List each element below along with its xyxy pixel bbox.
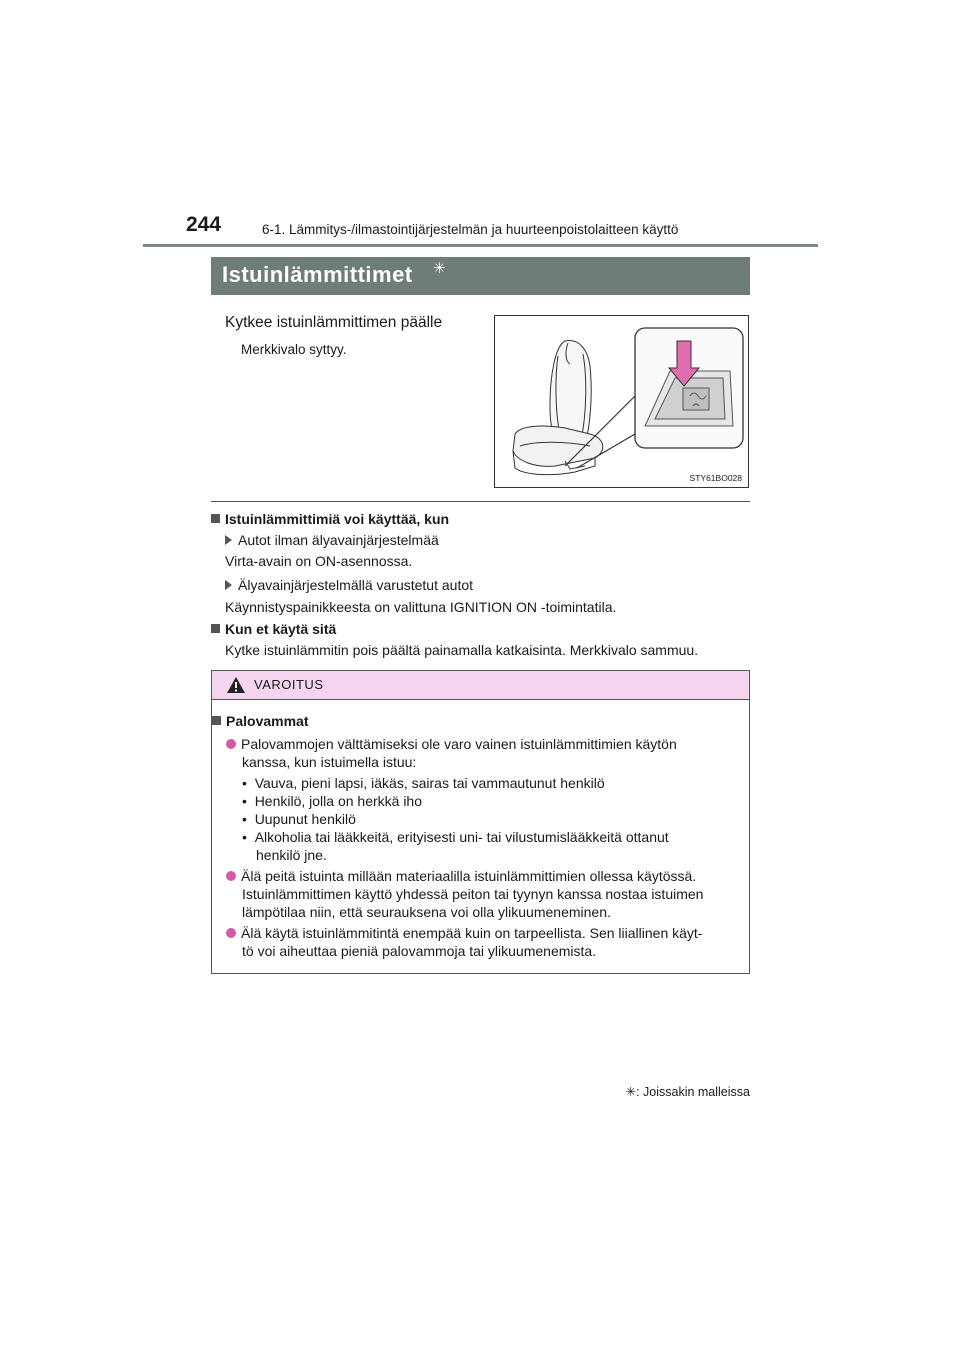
square-bullet-icon <box>212 716 221 725</box>
warning-bullet-cont: tö voi aiheuttaa pieniä palovammoja tai ylikuumenemista. <box>242 943 597 959</box>
usage-item-text: Käynnistyspainikkeesta on valittuna IGNITION ON -toimintatila. <box>225 599 617 615</box>
warning-label: VAROITUS <box>254 677 324 692</box>
usage-item-text: Virta-avain on ON-asennossa. <box>225 553 413 569</box>
list-item: • Alkoholia tai lääkkeitä, erityisesti uni- tai vilustumislääkkeitä ottanut <box>242 829 669 845</box>
list-item: • Henkilö, jolla on herkkä iho <box>242 793 423 809</box>
page-number: 244 <box>186 213 222 236</box>
triangle-bullet-icon <box>225 535 232 545</box>
warning-bullet-cont: lämpötilaa niin, että seurauksena voi olla ylikuumeneminen. <box>242 904 611 920</box>
operation-result: Merkkivalo syttyy. <box>241 342 347 357</box>
warning-bullet: Palovammojen välttämiseksi ole varo vainen istuinlämmittimien käytön <box>226 735 677 753</box>
warning-header <box>212 671 749 700</box>
seat-heater-illustration <box>494 315 749 488</box>
warning-triangle-icon <box>226 676 246 694</box>
usage-heading: Istuinlämmittimiä voi käyttää, kun <box>211 509 449 529</box>
section-divider <box>211 501 750 502</box>
circle-bullet-icon <box>226 871 236 881</box>
footnote: ✳: Joissakin malleissa <box>625 1085 750 1099</box>
list-item: • Uupunut henkilö <box>242 811 356 827</box>
header-divider <box>143 244 818 247</box>
square-bullet-icon <box>211 514 220 523</box>
circle-bullet-icon <box>226 739 236 749</box>
figure-code: STY61BO028 <box>689 473 742 483</box>
triangle-bullet-icon <box>225 580 232 590</box>
square-bullet-icon <box>211 624 220 633</box>
section-title: Istuinlämmittimet <box>222 262 413 287</box>
warning-bullet-cont: Istuinlämmittimen käyttö yhdessä peiton tai tyynyn kanssa nostaa istuimen <box>242 886 704 902</box>
operation-action: Kytkee istuinlämmittimen päälle <box>225 314 443 331</box>
warning-bullet-cont: kanssa, kun istuimella istuu: <box>242 754 417 770</box>
warning-bullet: Älä peitä istuinta millään materiaalilla istuinlämmittimien ollessa käytössä. <box>226 867 696 885</box>
footnote-asterisk-icon: ✳ <box>625 1085 637 1099</box>
off-heading: Kun et käytä sitä <box>211 619 336 639</box>
warning-box <box>211 670 750 974</box>
warning-bullet: Älä käytä istuinlämmitintä enempää kuin on tarpeellista. Sen liiallinen käyt- <box>226 924 702 942</box>
section-title-bar <box>211 257 750 295</box>
list-item: • Vauva, pieni lapsi, iäkäs, sairas tai vammautunut henkilö <box>242 775 605 791</box>
seat-illustration-icon <box>495 316 748 487</box>
usage-item-label: Älyavainjärjestelmällä varustetut autot <box>225 575 473 595</box>
list-item-cont: henkilö jne. <box>256 847 327 863</box>
warning-heading: Palovammat <box>212 712 308 730</box>
chapter-title: 6-1. Lämmitys-/ilmastointijärjestelmän ja huurteenpoistolaitteen käyttö <box>262 222 679 237</box>
usage-item-label: Autot ilman älyavainjärjestelmää <box>225 530 439 550</box>
off-text: Kytke istuinlämmitin pois päältä painamalla katkaisinta. Merkkivalo sammuu. <box>225 642 699 658</box>
circle-bullet-icon <box>226 928 236 938</box>
footnote-asterisk-icon: ✳ <box>433 260 446 277</box>
